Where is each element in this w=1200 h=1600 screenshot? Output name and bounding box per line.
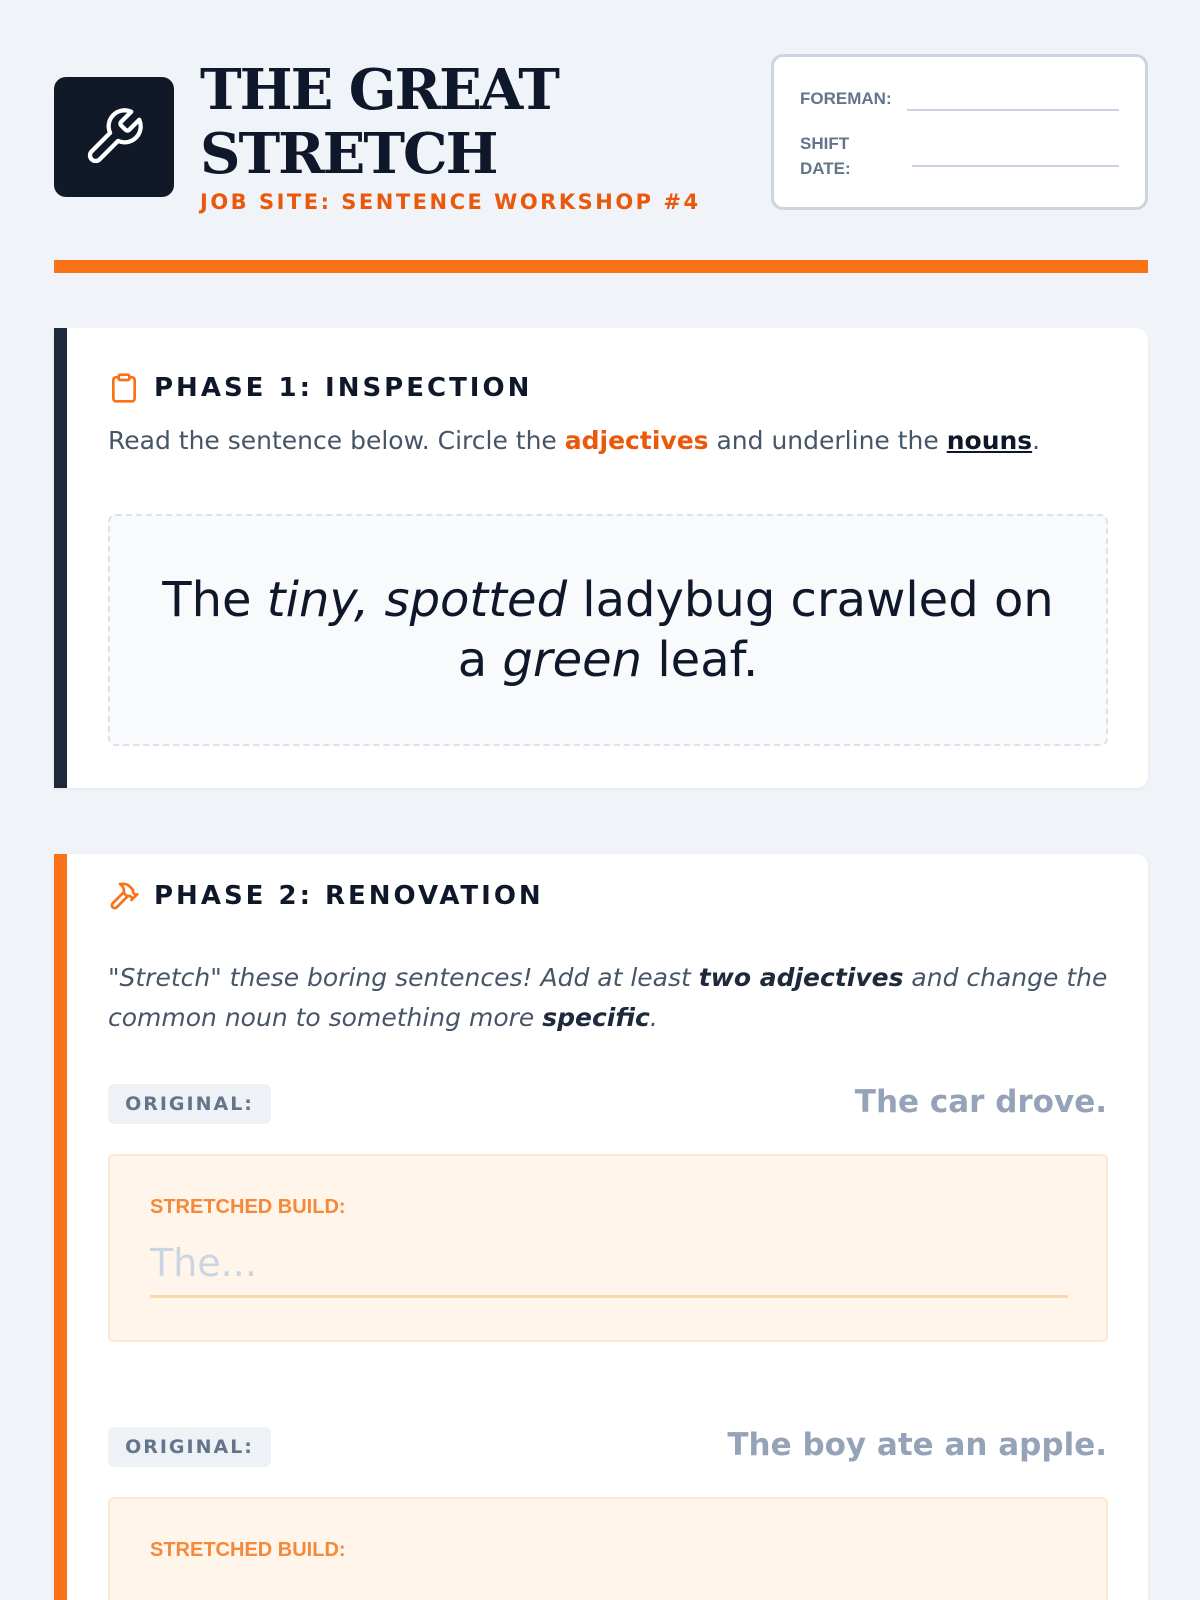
phase-2-heading (108, 878, 544, 914)
original-tag: ORIGINAL: (108, 1084, 271, 1124)
page-subtitle: JOB SITE: SENTENCE WORKSHOP #4 (200, 190, 701, 214)
stretched-build-box (108, 1154, 1108, 1342)
phase-2-instruction: "Stretch" these boring sentences! Add at least two adjectives and change the common noun to something more specific. (108, 963, 1108, 1032)
stretched-build-box (108, 1497, 1108, 1600)
logo (54, 77, 174, 197)
stretched-build-label: STRETCHED BUILD: (150, 1196, 346, 1218)
header-divider (54, 260, 1148, 273)
original-sentence: The boy ate an apple. (727, 1427, 1107, 1463)
wrench-icon (82, 105, 146, 169)
stretched-build-label: STRETCHED BUILD: (150, 1539, 346, 1561)
adjective-word: green (502, 632, 643, 688)
foreman-label: FOREMAN: (800, 89, 892, 108)
phase-1-heading (108, 370, 532, 406)
clipboard-icon (108, 372, 140, 404)
phase-2-title: PHASE 2: RENOVATION (154, 881, 544, 911)
foreman-field[interactable] (907, 109, 1119, 111)
keyword-adjectives: adjectives (564, 426, 709, 455)
keyword-nouns: nouns (946, 426, 1033, 455)
phase-1-title: PHASE 1: INSPECTION (154, 373, 533, 403)
stretched-build-input[interactable] (150, 1573, 1068, 1600)
stretched-build-input[interactable] (150, 1230, 1068, 1298)
header (54, 54, 1148, 214)
inspection-sentence: The tiny, spotted ladybug crawled on a green leaf. (162, 572, 1054, 688)
shift-date-field[interactable] (912, 165, 1119, 167)
adjective-word: tiny, spotted (266, 572, 568, 628)
original-tag: ORIGINAL: (108, 1427, 271, 1467)
shift-date-label: SHIFT DATE: (800, 134, 851, 178)
phase-1-card (54, 328, 1148, 788)
inspection-sentence-box (108, 514, 1108, 746)
hammer-icon (108, 880, 140, 912)
original-sentence: The car drove. (854, 1084, 1107, 1120)
phase-2-card (54, 854, 1148, 1600)
phase-1-instruction: Read the sentence below. Circle the adjectives and underline the nouns. (108, 426, 1041, 455)
page-title: THE GREAT STRETCH (200, 57, 558, 187)
worker-info-box (771, 54, 1148, 210)
